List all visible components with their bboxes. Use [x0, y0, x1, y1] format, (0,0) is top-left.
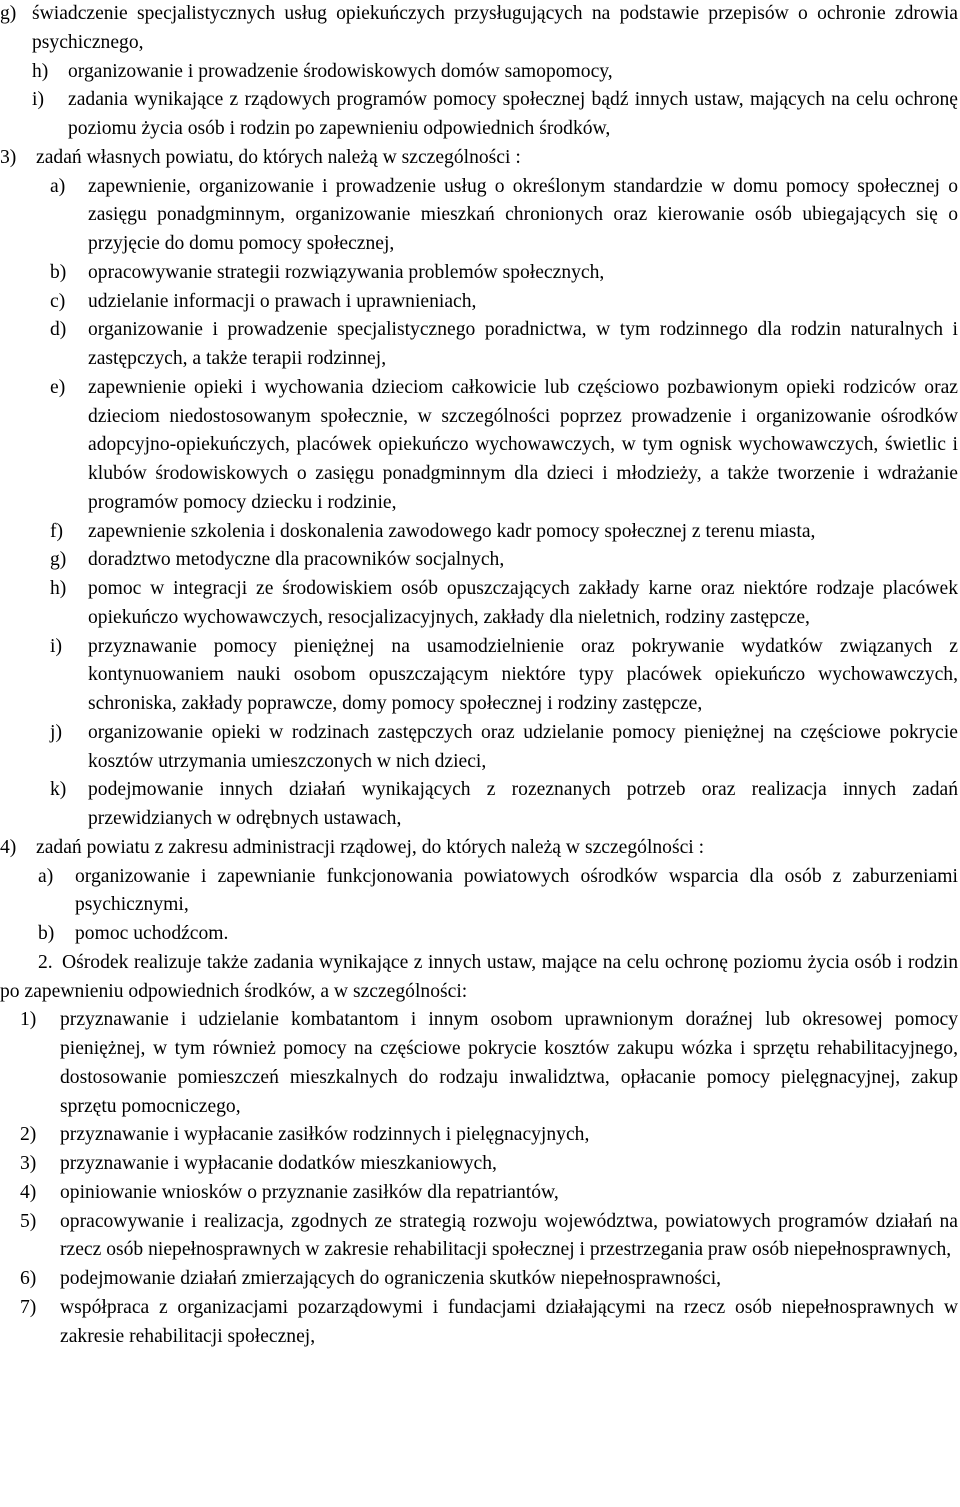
item-marker: 2) [20, 1124, 37, 1146]
item-marker: i) [32, 89, 44, 111]
item-marker: d) [50, 319, 67, 341]
numbered-item-6 [0, 1265, 960, 1294]
item-marker: i) [50, 635, 62, 657]
section-3-item-j [0, 719, 960, 777]
item-marker: c) [50, 290, 66, 312]
item-marker: 3) [20, 1153, 37, 1174]
point-text: Ośrodek realizuje także zadania wynikające z innych ustaw, mające na celu ochronę poziomu życia osób i rodzin po zapewnieniu odpowiednich środków, a w szczególności: [0, 951, 958, 1002]
list-item-cont-i [0, 86, 960, 144]
item-text: przyznawanie i wypłacanie zasiłków rodzinnych i pielęgnacyjnych, [60, 1124, 590, 1146]
item-text: współpraca z organizacjami pozarządowymi i fundacjami działającymi na rzecz osób niepełnosprawnych w zakresie rehabilitacji społecznej, [60, 1296, 958, 1347]
item-text: świadczenie specjalistycznych usług opiekuńczych przysługujących na podstawie przepisów o ochronie zdrowia psychicznego, [32, 3, 958, 53]
item-marker: 6) [20, 1268, 37, 1289]
numbered-item-2 [0, 1121, 960, 1150]
section-3-item-g [0, 546, 960, 575]
section-4-item-b [0, 920, 960, 949]
item-text: zapewnienie opieki i wychowania dzieciom całkowicie lub częściowo pozbawionym opieki rodziców oraz dzieciom niedostosowanym społecznie, w szczególności poprzez prowadzenie i organizowanie ośrodków adopcyjno-opiekuńczych, placówek opiekuńczo wychowawczych, w tym ognisk wychowawczych, świetlic i klubów środowiskowych o zasięgu ponadgminnym dla dzieci i młodzieży, a także tworzenie i wdrażanie programów pomocy dziecku i rodzinie, [88, 376, 958, 513]
item-marker: h) [50, 578, 67, 599]
item-text: zapewnienie szkolenia i doskonalenia zawodowego kadr pomocy społecznej z terenu miasta, [88, 520, 816, 542]
section-3-item-k [0, 776, 960, 834]
item-marker: b) [50, 261, 67, 283]
list-item-cont-g [0, 0, 958, 58]
item-marker: 7) [20, 1296, 37, 1318]
list-item-cont-h [0, 58, 960, 87]
section-3-item-h [0, 575, 960, 633]
section-3-item-f [0, 518, 960, 547]
item-text: przyznawanie pomocy pieniężnej na usamodzielnienie oraz pokrywanie wydatków związanych z kontynuowaniem nauki osobom opuszczającym niektóre typy placówek opiekuńczo wychowawczych, schroniska, zakłady poprawcze, domy pomocy społecznej i rodziny zastępcze, [88, 635, 958, 714]
item-marker: j) [50, 721, 62, 743]
item-marker: 5) [20, 1210, 37, 1232]
point-marker: 2. [38, 951, 53, 973]
item-text: organizowanie i zapewnianie funkcjonowania powiatowych ośrodków wsparcia dla osób z zaburzeniami psychicznymi, [75, 865, 958, 916]
section-3-item-e [0, 374, 960, 518]
section-3-item-c [0, 288, 960, 317]
numbered-item-3 [0, 1150, 960, 1179]
item-text: organizowanie i prowadzenie środowiskowych domów samopomocy, [68, 60, 613, 82]
item-text: zadania wynikające z rządowych programów pomocy społecznej bądź innych ustaw, mających na celu ochronę poziomu życia osób i rodzin po zapewnieniu odpowiednich środków, [68, 89, 958, 139]
item-text: zadań własnych powiatu, do których należą w szczególności : [36, 146, 521, 168]
numbered-item-7 [0, 1294, 960, 1352]
item-marker: k) [50, 779, 67, 801]
item-marker: 3) [0, 146, 17, 168]
item-text: organizowanie opieki w rodzinach zastępczych oraz udzielanie pomocy pieniężnej na częściowe pokrycie kosztów utrzymania umieszczonych w nich dzieci, [88, 721, 958, 772]
item-text: pomoc w integracji ze środowiskiem osób opuszczających zakłady karne oraz niektóre rodzaje placówek opiekuńczo wychowawczych, resocjalizacyjnych, zakłady dla nieletnich, rodziny zastępcze, [88, 578, 958, 628]
item-text: udzielanie informacji o prawach i uprawnieniach, [88, 290, 477, 312]
item-text: przyznawanie i udzielanie kombatantom i innym osobom uprawnionym doraźnej lub okresowej pomocy pieniężnej, w tym również pomocy na częściowe pokrycie kosztów zakupu wózka i sprzętu rehabilitacyjnego, dostosowanie pomieszczeń mieszkalnych do rodzaju inwalidztwa, opłacanie pomocy pielęgnacyjnej, zakup sprzętu pomocniczego, [60, 1009, 958, 1117]
item-marker: b) [38, 923, 55, 944]
item-text: pomoc uchodźcom. [75, 923, 229, 944]
item-marker: h) [32, 60, 49, 82]
section-4-heading [0, 834, 960, 863]
section-3-item-b [0, 259, 960, 288]
item-marker: 4) [0, 836, 17, 858]
section-3-item-i [0, 633, 960, 719]
item-text: przyznawanie i wypłacanie dodatków mieszkaniowych, [60, 1153, 497, 1174]
item-text: opracowywanie i realizacja, zgodnych ze strategią rozwoju województwa, powiatowych programów działań na rzecz osób niepełnosprawnych w zakresie rehabilitacji społecznej i przestrzegania praw osób niepełnosprawnych, [60, 1210, 958, 1261]
item-text: podejmowanie działań zmierzających do ograniczenia skutków niepełnosprawności, [60, 1268, 722, 1289]
numbered-item-1 [0, 1006, 960, 1121]
item-text: podejmowanie innych działań wynikających z rozeznanych potrzeb oraz realizacja innych zadań przewidzianych w odrębnych ustawach, [88, 779, 958, 829]
item-text: zadań powiatu z zakresu administracji rządowej, do których należą w szczególności : [36, 836, 705, 858]
item-text: organizowanie i prowadzenie specjalistycznego poradnictwa, w tym rodzinnego dla rodzin naturalnych i zastępczych, a także terapii rodzinnej, [88, 319, 958, 369]
item-marker: a) [38, 865, 54, 887]
item-marker: a) [50, 175, 66, 197]
section-3-item-d [0, 316, 960, 374]
numbered-item-5 [0, 1208, 960, 1266]
item-marker: 4) [20, 1181, 37, 1203]
item-marker: g) [0, 3, 17, 24]
item-text: zapewnienie, organizowanie i prowadzenie usług o określonym standardzie w domu pomocy społecznej o zasięgu ponadgminnym, organizowanie mieszkań chronionych oraz kierowanie osób ubiegających się o przyjęcie do domu pomocy społecznej, [88, 175, 958, 254]
section-3-heading [0, 144, 960, 173]
item-marker: 1) [20, 1009, 37, 1031]
point-2-paragraph [0, 949, 958, 1007]
section-4-item-a [0, 863, 960, 921]
item-text: opracowywanie strategii rozwiązywania problemów społecznych, [88, 261, 605, 283]
section-3-item-a [0, 173, 960, 259]
item-text: doradztwo metodyczne dla pracowników socjalnych, [88, 549, 505, 571]
item-marker: g) [50, 549, 67, 571]
item-marker: f) [50, 520, 64, 542]
numbered-item-4 [0, 1179, 960, 1208]
item-text: opiniowanie wniosków o przyznanie zasiłków dla repatriantów, [60, 1181, 559, 1203]
item-marker: e) [50, 376, 66, 398]
